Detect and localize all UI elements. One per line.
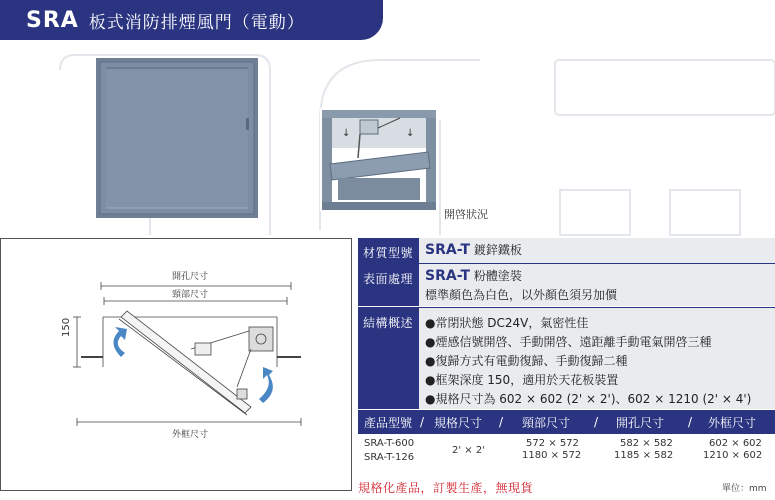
neck-value: 572 × 572	[526, 438, 579, 449]
col-sep: /	[688, 415, 693, 429]
material-label: 材質型號	[358, 238, 419, 263]
col-sep: /	[420, 415, 425, 429]
opening-value: 1185 × 582	[614, 450, 674, 461]
structure-value	[419, 308, 775, 409]
material-value	[419, 238, 775, 263]
opening-value: 582 × 582	[620, 438, 673, 449]
open-damper-image	[320, 108, 438, 212]
finish-label: 表面處理	[358, 264, 419, 306]
material-text: 鍍鋅鐵板	[473, 243, 522, 257]
neck-size-label: 頸部尺寸	[172, 290, 209, 300]
col-spec-size: 規格尺寸	[434, 415, 483, 430]
structure-item: ●常閉狀態 DC24V，氣密性佳	[425, 316, 589, 330]
outer-value: 602 × 602	[709, 438, 762, 449]
model-table-body	[358, 434, 775, 470]
col-sep: /	[499, 415, 504, 429]
model-name: SRA-T-126	[364, 452, 415, 463]
structure-item: ●復歸方式有電動復歸、手動復歸二種	[425, 354, 628, 368]
finish-value	[419, 264, 775, 306]
col-neck: 頸部尺寸	[522, 415, 571, 430]
finish-row	[358, 263, 775, 306]
material-row	[358, 238, 775, 263]
depth-label: 150	[61, 317, 72, 337]
model-table-header	[358, 410, 775, 434]
product-code: SRA	[26, 7, 79, 33]
spec-size-value: 2' × 2'	[452, 445, 485, 456]
structure-item: ●規格尺寸為 602 × 602 (2' × 2')、602 × 1210 (2' × 4')	[425, 392, 752, 406]
col-sep: /	[594, 415, 599, 429]
svg-text:↓: ↓	[406, 128, 415, 139]
unit-label: 單位：mm	[722, 484, 767, 494]
photo-caption: 開啓狀況	[444, 208, 488, 221]
structure-label: 結構概述	[358, 308, 419, 409]
col-opening: 開孔尺寸	[616, 415, 665, 430]
structure-row	[358, 307, 775, 409]
stock-note: 規格化產品，訂製生產，無現貨	[358, 481, 534, 495]
col-outer: 外框尺寸	[708, 415, 757, 430]
model-name: SRA-T-600	[364, 438, 415, 449]
opening-size-label: 開孔尺寸	[172, 272, 209, 282]
structure-item: ●框架深度 150，適用於天花板裝置	[425, 373, 619, 387]
finish-text: 粉體塗裝	[473, 269, 522, 283]
closed-damper-image	[96, 58, 258, 218]
finish-model: SRA-T	[425, 268, 471, 284]
svg-text:↓: ↓	[342, 128, 351, 139]
neck-value: 1180 × 572	[522, 450, 582, 461]
outer-value: 1210 × 602	[703, 450, 763, 461]
spec-table	[358, 238, 775, 409]
finish-note: 標準顏色為白色，以外顏色須另加價	[425, 288, 618, 302]
outer-frame-label: 外框尺寸	[172, 430, 209, 440]
product-name: 板式消防排煙風門（電動）	[88, 12, 305, 33]
material-model: SRA-T	[425, 242, 471, 258]
header-banner	[0, 0, 383, 40]
section-diagram	[0, 238, 352, 491]
col-model: 產品型號	[364, 415, 413, 430]
structure-item: ●煙感信號開啓、手動開啓、遠距離手動電氣開啓三種	[425, 335, 712, 349]
